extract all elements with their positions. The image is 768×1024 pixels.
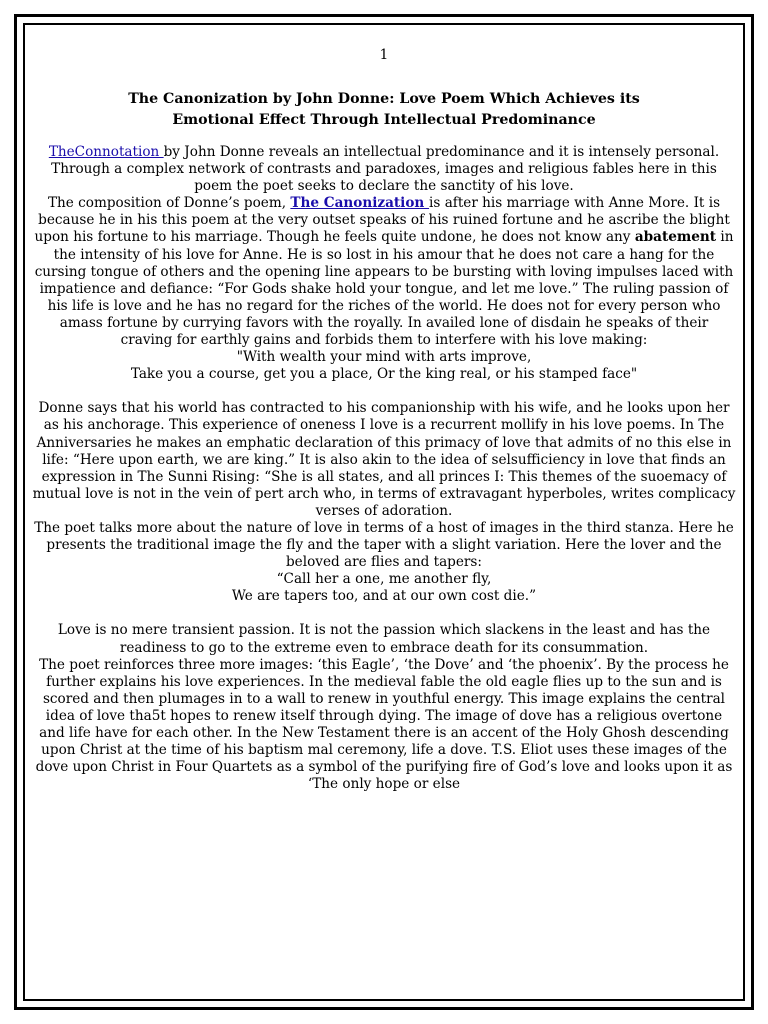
- paragraph-transient: Love is no mere transient passion. It is not the passion which slackens in the least and has the readiness to go to the extreme even to embrace death for its consummation.: [57, 622, 711, 656]
- composition-tail: in the intensity of his love for Anne. He is so lost in his amour that he does not care a hang for the cursing tongue of others and the opening line appears to be bursting with loving impulses laced with impatience and defiance: “For Gods shake hold your tongue, and let me love.” The ruling passion of his life is love and he has no regard for the riches of the world. He does not for every person who amass fortune by currying favors with the royally. In availed lone of disdain he speaks of their craving for earthly gains and forbids them to interfere with his love making:: [34, 229, 734, 349]
- paragraph-images: The poet talks more about the nature of love in terms of a host of images in the third stanza. Here he presents the traditional image the fly and the taper with a slight variation. Here the lover and the beloved are flies and tapers:: [34, 519, 734, 571]
- quote-1-line-1: "With wealth your mind with arts improve,: [236, 349, 532, 366]
- blank-line: [32, 605, 736, 622]
- title-line-1: The Canonization by John Donne: Love Poem Which Achieves its: [128, 91, 640, 107]
- composition-mid: is after his marriage with Anne More. It is because he in his this poem at the very outset speaks of his ruined fortune and he ascribe the blight upon his fortune to his marriage. Though he feels quite undone, he does not know any: [34, 195, 730, 246]
- paragraph-oneness: Donne says that his world has contracted to his companionship with his wife, and he looks upon her as his anchorage. This experience of oneness I love is a recurrent mollify in his love poems. In The Anniversaries he makes an emphatic declaration of this primacy of love that admits of no this else in life: “Here upon earth, we are king.” It is also akin to the idea of selsufficiency in love that finds an expression in The Sunni Rising: “She is all states, and all princes I: This themes of the suoemacy of mutual love is not in the vein of pert arch who, in terms of extravagant hyperboles, writes complicacy verses of adoration.: [32, 400, 736, 519]
- page-number: 1: [379, 47, 389, 63]
- quote-2-line-2: We are tapers too, and at our own cost die.”: [231, 588, 537, 605]
- blank-line: [32, 383, 736, 400]
- document-body: [32, 36, 736, 793]
- abatement-bold: abatement: [634, 229, 717, 246]
- connotation-link[interactable]: TheConnotation: [48, 144, 164, 160]
- paragraph-intro: [32, 144, 736, 195]
- paragraph-composition: [32, 195, 736, 349]
- page-title: [32, 89, 736, 131]
- quote-1-line-2: Take you a course, get you a place, Or the king real, or his stamped face": [130, 366, 638, 383]
- canonization-link[interactable]: The Canonization: [290, 195, 430, 212]
- paragraph-eagle-dove: The poet reinforces three more images: ‘this Eagle’, ‘the Dove’ and ‘the phoenix’. By the process he further explains his love experiences. In the medieval fable the old eagle flies up to the sun and is scored and then plumages in to a wall to renew in youthful energy. This image explains the central idea of love tha5t hopes to renew itself through dying. The image of dove has a religious overtone and life have for each other. In the New Testament there is an accent of the Holy Ghosh descending upon Christ at the time of his baptism mal ceremony, life a dove. T.S. Eliot uses these images of the dove upon Christ in Four Quartets as a symbol of the purifying fire of God’s love and looks upon it as ‘The only hope or else: [35, 656, 733, 793]
- quote-2-line-1: “Call her a one, me another fly,: [276, 571, 492, 588]
- title-line-2: Emotional Effect Through Intellectual Predominance: [172, 112, 596, 128]
- composition-lead: The composition of Donne’s poem,: [47, 195, 291, 212]
- intro-text: by John Donne reveals an intellectual predominance and it is intensely personal. Through a complex network of contrasts and paradoxes, images and religious fables here in this poem the poet seeks to declare the sanctity of his love.: [51, 144, 720, 195]
